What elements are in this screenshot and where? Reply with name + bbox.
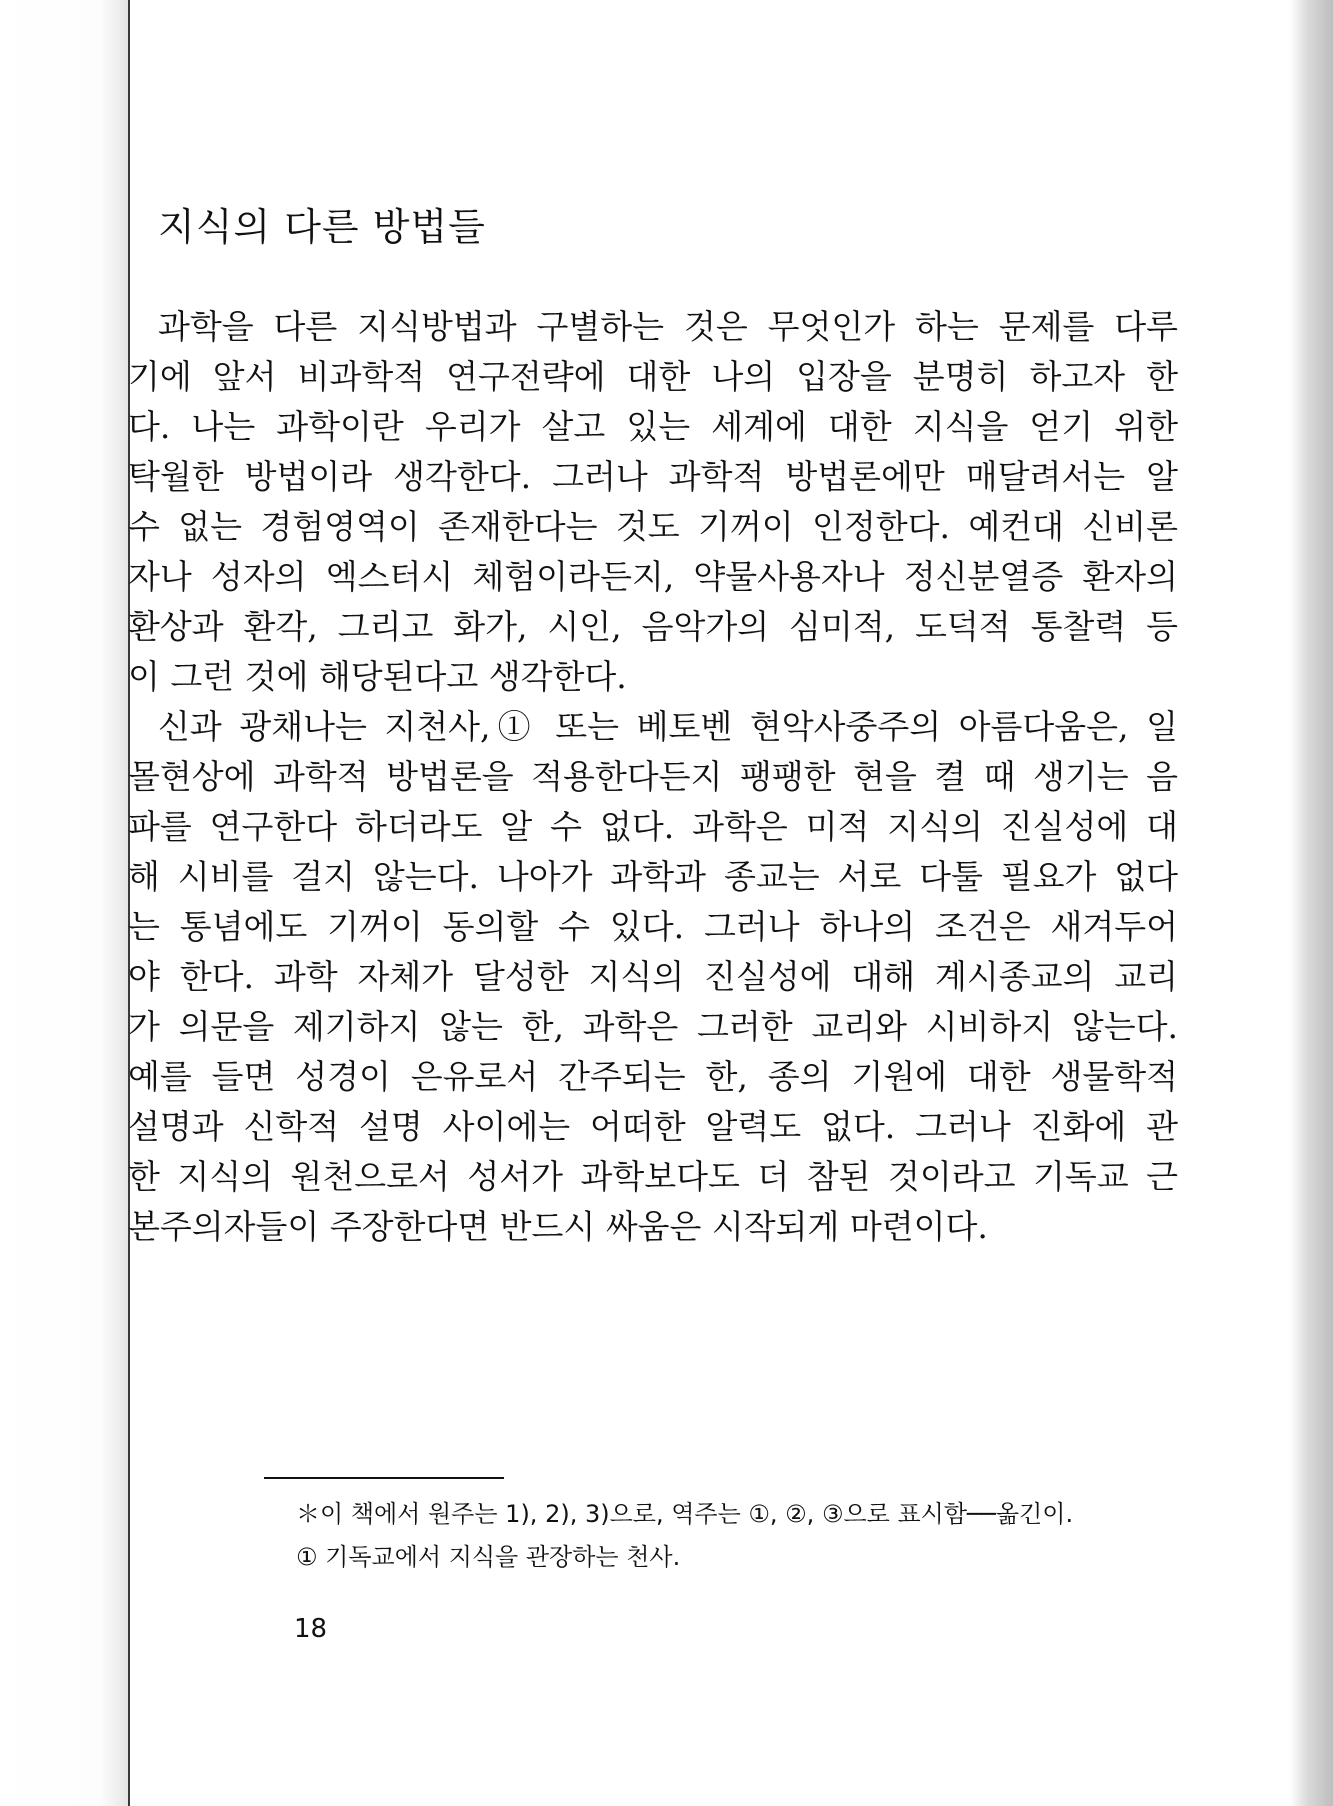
paragraph-line: 과학을 다른 지식방법과 구별하는 것은 무엇인가 하는 문제를 다루: [158, 307, 1178, 346]
paragraph-line: 야 한다. 과학 자체가 달성한 지식의 진실성에 대해 계시종교의 교리: [128, 957, 1178, 996]
footnote-1: ① 기독교에서 지식을 관장하는 천사.: [296, 1543, 681, 1571]
paragraph-line: 예를 들면 성경이 은유로서 간주되는 한, 종의 기원에 대한 생물학적: [128, 1057, 1178, 1096]
paragraph-line: 환상과 환각, 그리고 화가, 시인, 음악가의 심미적, 도덕적 통찰력 등: [128, 607, 1178, 646]
paragraph-line: 수 없는 경험영역이 존재한다는 것도 기꺼이 인정한다. 예컨대 신비론: [128, 507, 1178, 546]
paragraph-line: 본주의자들이 주장한다면 반드시 싸움은 시작되게 마련이다.: [128, 1207, 988, 1246]
footnotes: [296, 1493, 1073, 1579]
paragraph-line: 이 그런 것에 해당된다고 생각한다.: [128, 657, 627, 696]
paragraph-line: 자나 성자의 엑스터시 체험이라든지, 약물사용자나 정신분열증 환자의: [128, 557, 1178, 596]
page-number: 18: [294, 1614, 328, 1644]
paragraph-line: 해 시비를 걸지 않는다. 나아가 과학과 종교는 서로 다툴 필요가 없다: [128, 857, 1178, 896]
footnote-divider: [264, 1477, 504, 1479]
body-text: [128, 302, 1178, 1252]
paragraph-line: 설명과 신학적 설명 사이에는 어떠한 알력도 없다. 그러나 진화에 관: [128, 1107, 1178, 1146]
right-margin-shadow: [1290, 0, 1333, 1806]
paragraph-line: 다. 나는 과학이란 우리가 살고 있는 세계에 대한 지식을 얻기 위한: [128, 407, 1178, 446]
paragraph-line: 는 통념에도 기꺼이 동의할 수 있다. 그러나 하나의 조건은 새겨두어: [128, 907, 1178, 946]
paragraph-line: 가 의문을 제기하지 않는 한, 과학은 그러한 교리와 시비하지 않는다.: [128, 1007, 1178, 1046]
paragraph-line: 파를 연구한다 하더라도 알 수 없다. 과학은 미적 지식의 진실성에 대: [128, 807, 1178, 846]
paragraph-line: 기에 앞서 비과학적 연구전략에 대한 나의 입장을 분명히 하고자 한: [128, 357, 1178, 396]
section-heading: 지식의 다른 방법들: [158, 205, 486, 249]
paragraph-line: 한 지식의 원천으로서 성서가 과학보다도 더 참된 것이라고 기독교 근: [128, 1157, 1178, 1196]
paragraph-line: 신과 광채나는 지천사,① 또는 베토벤 현악사중주의 아름다움은, 일: [158, 707, 1178, 746]
footnote-translator-note: ＊이 책에서 원주는 1), 2), 3)으로, 역주는 ①, ②, ③으로 표시함──옮긴이.: [296, 1500, 1074, 1528]
paragraph-line: 몰현상에 과학적 방법론을 적용한다든지 팽팽한 현을 켤 때 생기는 음: [128, 757, 1178, 796]
paragraph-line: 탁월한 방법이라 생각한다. 그러나 과학적 방법론에만 매달려서는 알: [128, 457, 1178, 496]
left-margin-shadow: [0, 0, 128, 1806]
